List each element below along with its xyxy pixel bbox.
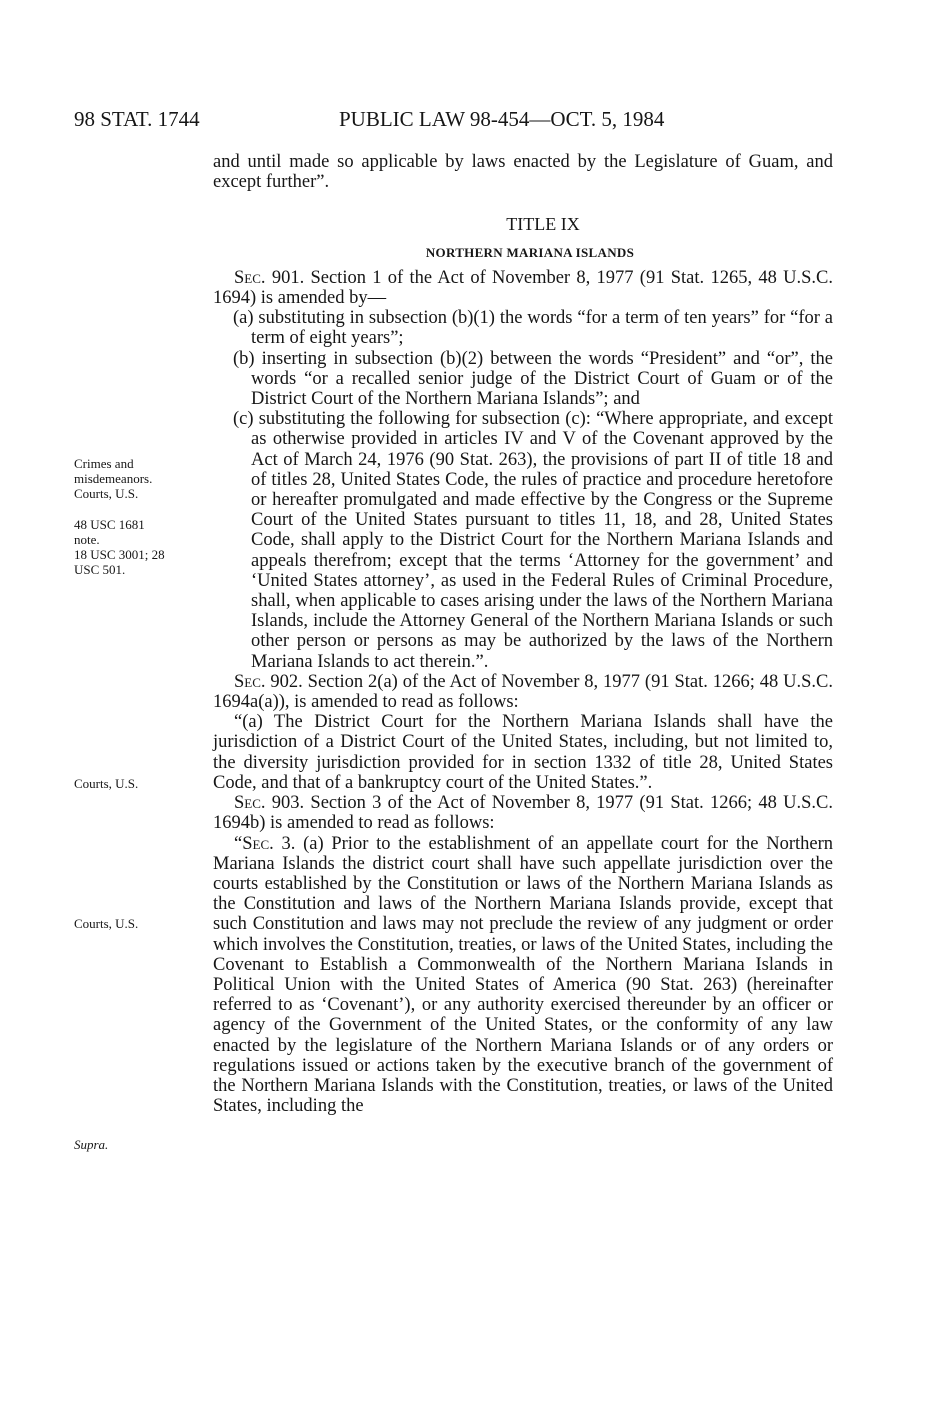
section-label: Sec.: [242, 833, 274, 854]
title-subheading: NORTHERN MARIANA ISLANDS: [425, 244, 635, 260]
margin-note-line: Crimes and: [74, 456, 134, 471]
section-903: [213, 793, 833, 833]
statute-body: [213, 152, 833, 1116]
margin-note-line: note.: [74, 532, 100, 547]
open-quote: “: [234, 833, 243, 854]
section-902-quote: “(a) The District Court for the Northern Mariana Islands shall have the jurisdiction of a District Court of the United States, including, but not limited to, the diversity jurisdiction provided for in section 1332 of title 28, United States Code, and that of a bankruptcy court of the United States.”.: [213, 712, 833, 793]
section-label: Sec.: [234, 793, 266, 814]
section-text: 903. Section 3 of the Act of November 8, 1977 (91 Stat. 1266; 48 U.S.C. 1694b) is amended to read as follows:: [213, 793, 833, 834]
margin-note-supra: [74, 1137, 202, 1152]
title-heading: TITLE IX: [506, 214, 580, 235]
margin-note-usc: [74, 517, 202, 577]
margin-note-courts-903: [74, 916, 202, 931]
section-label: Sec.: [234, 267, 266, 288]
margin-note-line: misdemeanors.: [74, 471, 153, 486]
section-3-quote: [213, 834, 833, 1117]
margin-note-crimes: [74, 456, 202, 501]
section-901-a: (a) substituting in subsection (b)(1) the words “for a term of ten years” for “for a term of eight years”;: [233, 308, 833, 349]
margin-note-line: Courts, U.S.: [74, 916, 139, 931]
margin-note-line: Courts, U.S.: [74, 776, 139, 791]
margin-note-line: Supra.: [74, 1137, 109, 1152]
section-901: [213, 268, 833, 308]
section-text: 901. Section 1 of the Act of November 8, 1977 (91 Stat. 1265, 48 U.S.C. 1694) is amended by—: [213, 267, 833, 309]
section-text: 902. Section 2(a) of the Act of November 8, 1977 (91 Stat. 1266; 48 U.S.C. 1694a(a)), is amended to read as follows:: [213, 671, 833, 713]
margin-note-line: Courts, U.S.: [74, 486, 139, 501]
section-901-c: (c) substituting the following for subsection (c): “Where appropriate, and except as otherwise provided in articles IV and V of the Covenant approved by the Act of March 24, 1976 (90 Stat. 263), the provisions of part II of title 18 and of titles 28, United States Code, the rules of practice and procedure heretofore or hereafter promulgated and made effective by the Congress or the Supreme Court of the United States pursuant to titles 11, 18, and 28, United States Code, shall apply to the District Court for the Northern Mariana Islands and appeals therefrom; except that the terms ‘Attorney for the government’ and ‘United States attorney’, as used in the Federal Rules of Criminal Procedure, shall, when applicable to cases arising under the laws of the Northern Mariana Islands, include the Attorney General of the Northern Mariana Islands or such other person or persons as may be authorized by the laws of the Northern Mariana Islands to act therein.”.: [233, 409, 833, 672]
section-label: Sec.: [234, 671, 266, 692]
margin-note-line: 18 USC 3001; 28: [74, 547, 165, 562]
margin-note-line: 48 USC 1681: [74, 517, 145, 532]
page-header: [74, 107, 714, 137]
margin-note-line: USC 501.: [74, 562, 126, 577]
margin-note-courts-902: [74, 776, 202, 791]
public-law-reference: PUBLIC LAW 98-454—OCT. 5, 1984: [339, 107, 665, 131]
statute-page-reference: 98 STAT. 1744: [74, 107, 200, 131]
section-text: 3. (a) Prior to the establishment of an appellate court for the Northern Mariana Islands the district court shall have such appellate jurisdiction over the courts established by the Constitution or laws of the Northern Mariana Islands as the Constitution and laws of the Northern Mariana Islands provide, except that such Constitution and laws may not preclude the review of any judgment or order which involves the Constitution, treaties, or laws of the United States, including the Covenant to Establish a Commonwealth of the Northern Mariana Islands in Political Union with the United States of America (90 Stat. 263) (hereinafter referred to as ‘Covenant’), or any authority exercised thereunder by an officer or agency of the Government of the United States, or the conformity of any law enacted by the legislature of the Northern Mariana Islands or of any orders or regulations issued or actions taken by the executive branch of the government of the Northern Mariana Islands with the Constitution, treaties, or laws of the United States, including the: [213, 833, 833, 1117]
intro-paragraph: and until made so applicable by laws enacted by the Legislature of Guam, and except further”.: [213, 152, 833, 193]
section-902: [213, 672, 833, 712]
section-901-b: (b) inserting in subsection (b)(2) between the words “President” and “or”, the words “or a recalled senior judge of the District Court of Guam or of the District Court of the Northern Mariana Islands”; and: [233, 348, 833, 410]
